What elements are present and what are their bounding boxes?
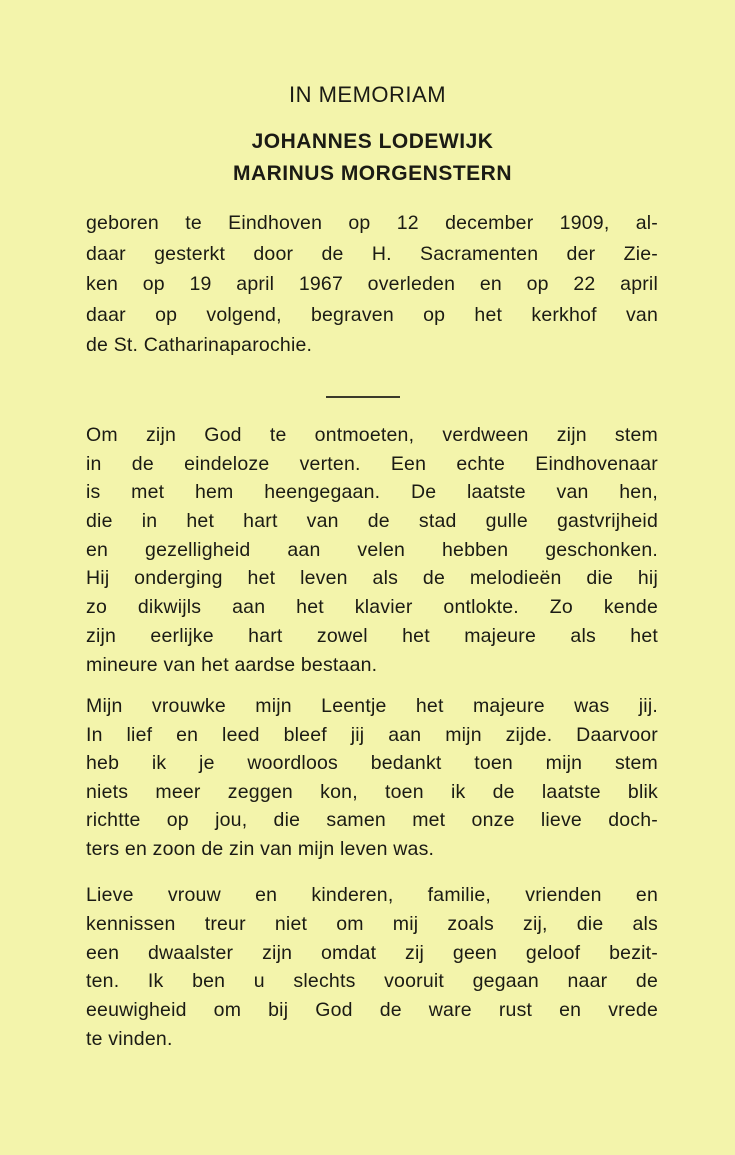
text-line: en gezelligheid aan velen hebben geschonken.: [86, 538, 658, 561]
text-line: zijn eerlijke hart zowel het majeure als het: [86, 624, 658, 647]
text-line: Om zijn God te ontmoeten, verdween zijn stem: [86, 424, 658, 446]
deceased-name-line-1: JOHANNES LODEWIJK: [251, 130, 494, 153]
text-line: ken op 19 april 1967 overleden en op 22 april: [86, 273, 658, 295]
text-line: daar op volgend, begraven op het kerkhof van: [86, 303, 658, 326]
text-line: mineure van het aardse bestaan.: [86, 653, 378, 676]
text-line: te vinden.: [86, 1027, 173, 1050]
text-line: kennissen treur niet om mij zoals zij, die als: [86, 912, 658, 935]
paragraph-to-wife: [86, 692, 658, 863]
text-line: niets meer zeggen kon, toen ik de laatste blik: [86, 780, 658, 803]
text-line: eeuwigheid om bij God de ware rust en vrede: [86, 999, 658, 1022]
deceased-name-line-2: MARINUS MORGENSTERN: [232, 162, 512, 185]
text-line: ten. Ik ben u slechts vooruit gegaan naar de: [86, 970, 658, 993]
text-line: In lief en leed bleef jij aan mijn zijde. Daarvoor: [86, 723, 658, 746]
text-line: daar gesterkt door de H. Sacramenten der Zie-: [86, 242, 658, 265]
text-line: heb ik je woordloos bedankt toen mijn stem: [86, 752, 658, 774]
text-line: de St. Catharinaparochie.: [86, 334, 313, 356]
paragraph-tribute: [86, 421, 658, 679]
text-line: Hij onderging het leven als de melodieën die hij: [86, 567, 658, 590]
paragraph-farewell: [86, 881, 658, 1054]
text-line: Mijn vrouwke mijn Leentje het majeure was jij.: [86, 695, 658, 717]
text-line: in de eindeloze verten. Een echte Eindhovenaar: [86, 452, 658, 475]
text-line: die in het hart van de stad gulle gastvrijheid: [86, 510, 658, 533]
text-line: een dwaalster zijn omdat zij geen geloof bezit-: [86, 941, 658, 964]
text-line: geboren te Eindhoven op 12 december 1909, al-: [86, 212, 658, 234]
paragraph-birth-death: [86, 208, 658, 361]
heading-in-memoriam: IN MEMORIAM: [288, 82, 447, 107]
text-line: ters en zoon de zin van mijn leven was.: [86, 837, 435, 860]
text-line: richtte op jou, die samen met onze lieve doch-: [86, 809, 658, 831]
divider-rule: [326, 396, 400, 398]
text-line: zo dikwijls aan het klavier ontlokte. Zo kende: [86, 596, 658, 619]
text-line: Lieve vrouw en kinderen, familie, vrienden en: [86, 884, 658, 906]
text-line: is met hem heengegaan. De laatste van hen,: [86, 481, 658, 504]
